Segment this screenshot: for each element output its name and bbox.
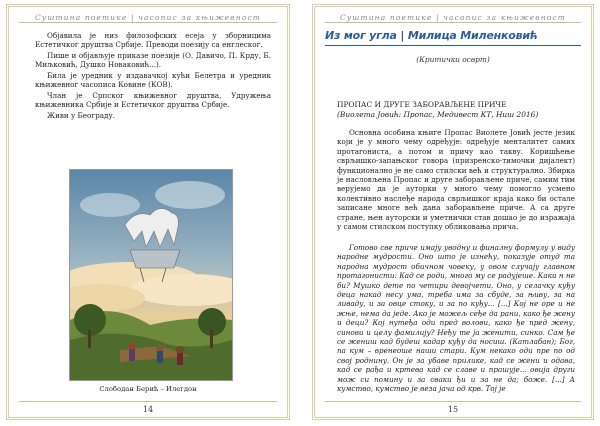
bio-paragraph: Члан је Српског књижевног друштва, Удружења књижевника Србије и Естетичког друштва Србије.	[35, 91, 271, 110]
page-header: Суштина поетике | часопис за књижевност	[339, 13, 567, 22]
section-title: Из мог угла | Милица Миленковић	[325, 29, 538, 42]
body-paragraph: Основна особина књиге Пропас Виолете Јовић јесте језик који је у много чему одређује: одређује менталитет самих протагониста, а потом и причу као такву. Коришћење сврљишко-запањског говора (призренско-тимочки дијалект) функционално је не само стилски већ и структурално. Збирка је насловљена Пропас и друге заборављене приче, самим тим верујемо да је ауторки у много чему помогло усмено колективно наслеђе народа сврљишког краја како би остале записане многе већ дана заборављене приче. А са друге стране, њен ауторски и уметнички став дошао је до изражаја у самом стилском поступку обликовања прича.	[337, 128, 575, 232]
article-heading: ПРОПАС И ДРУГЕ ЗАБОРАВЉЕНЕ ПРИЧЕ	[337, 100, 507, 109]
right-page	[312, 4, 594, 420]
article-citation: (Виолета Јовић: Пропас, Медивест КТ, Ниш 2016)	[337, 110, 539, 119]
left-page	[6, 4, 290, 420]
painting-image	[69, 169, 233, 381]
bio-paragraph: Објавила је низ филозофских есеја у зборницима Естетичког друштва Србије. Преводи поезију са енглеског.	[35, 31, 271, 50]
footer-rule	[325, 401, 581, 402]
title-rule	[325, 45, 581, 46]
painting-caption: Слободан Берић – Илегдон	[99, 385, 197, 393]
header-rule	[19, 22, 277, 23]
article-subtitle: (Критички осврт)	[416, 55, 490, 64]
header-rule	[325, 22, 581, 23]
page-number: 15	[447, 405, 459, 414]
body-paragraph: Готово све приче имају уводну и финалну формулу у виду народне мудрости. Оно што је изнећу, показује отуд та народна мудрост обичном човеку, у овом случају главном протагонисти: Кад се роди, много му се радујеше. Каки н не би? Мушко дете по четири девојчети. Оно, у селачку куђу деца накад несу ума, треба има за сбуде, за њиву, за на ливаду, и за овце стоку, и за по куђу... [...] Кој не оре и не жње, нема да једе. Ако је можељ сеђе да рани, како ђе жену и деци? Кој нуmeђа оди пред волови, како ђе пред жену, синови и целу фамилију? Неђу те ја женити, синко. Сам ђе се жениш кад будеш кадар куђу да носиш. (Катлабан); Бог, па кум – вренеоше наши стари. Кум некако оди пре по од свој роднину. Он је за убаве прилике, кад се жени и одава, кад се рађа и кртева кад се славе и прашује... овија други мож си помину и за сваки ђи и за не да; боже. [...] А кумство, кумство је веза јача од крв. Тој је	[337, 243, 575, 394]
page-header: Суштина поетике | часопис за књижевност	[34, 13, 262, 22]
bio-paragraph: Живи у Београду.	[47, 111, 115, 120]
footer-rule	[19, 401, 277, 402]
bio-paragraph: Била је уредник у издавачкој кући Белетра и уредник књижевног часописа Ковине (КОВ).	[35, 71, 271, 90]
page-number: 14	[142, 405, 154, 414]
bio-paragraph: Пише и објављује приказе поезије (О. Давичо, П. Крду, Б. Миљковић, Душко Новаковић...).	[35, 51, 271, 70]
painting-art	[70, 170, 232, 380]
